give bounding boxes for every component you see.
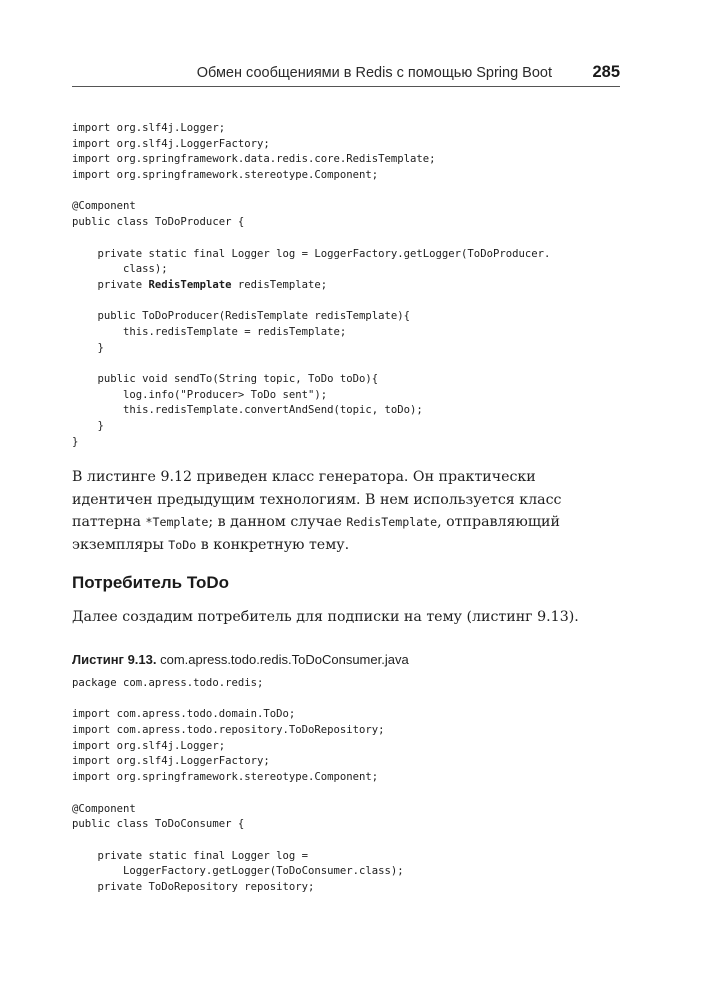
code-line <box>72 833 404 849</box>
code-line: } <box>72 420 104 433</box>
code-line <box>72 294 550 310</box>
code-line: } <box>72 341 104 354</box>
listing-caption <box>72 652 409 667</box>
text-fragment: ; в данном случае <box>208 514 347 531</box>
inline-code-todo: ToDo <box>168 537 197 552</box>
code-line: @Component <box>72 802 136 815</box>
code-listing-producer <box>72 121 550 450</box>
code-line: private static final Logger log = LoggerFactory.getLogger(ToDoProducer. <box>72 247 551 260</box>
code-line: class); <box>72 263 168 276</box>
body-paragraph-generator <box>72 466 620 556</box>
code-line <box>72 184 550 200</box>
code-line: this.redisTemplate = redisTemplate; <box>72 325 347 338</box>
running-header-title: Обмен сообщениями в Redis с помощью Spring Boot <box>196 65 552 81</box>
code-line: log.info("Producer> ToDo sent"); <box>72 388 328 401</box>
text-fragment: В листинге 9.12 приведен класс генератора. Он практически идентичен предыдущим технологиям. В нем используется класс паттерна <box>72 469 562 531</box>
code-line: public class ToDoConsumer { <box>72 818 245 831</box>
code-line <box>72 786 404 802</box>
body-paragraph-consumer-intro: Далее создадим потребитель для подписки на тему (листинг 9.13). <box>72 609 579 625</box>
code-line-redis-template-field <box>72 278 550 294</box>
listing-caption-filename: com.apress.todo.redis.ToDoConsumer.java <box>160 652 409 667</box>
code-line: package com.apress.todo.redis; <box>72 677 264 689</box>
inline-code-template: *Template <box>145 515 209 530</box>
section-heading: Потребитель ToDo <box>72 573 229 592</box>
code-fragment: redisTemplate; <box>231 278 328 291</box>
code-highlight-redistemplate: RedisTemplate <box>148 278 232 291</box>
code-line: public ToDoProducer(RedisTemplate redisTemplate){ <box>72 310 411 323</box>
code-line <box>72 692 404 708</box>
code-line: private ToDoRepository repository; <box>72 880 315 893</box>
code-line: import org.slf4j.Logger; <box>72 122 226 134</box>
listing-caption-label: Листинг 9.13. <box>72 652 157 667</box>
text-fragment: , отправляющий экземпляры <box>72 514 560 553</box>
code-fragment: private <box>72 278 149 291</box>
code-line: LoggerFactory.getLogger(ToDoConsumer.class); <box>72 865 404 878</box>
code-line: @Component <box>72 200 136 213</box>
code-line: } <box>72 435 79 448</box>
code-line: public void sendTo(String topic, ToDo toDo){ <box>72 373 379 385</box>
code-line: public class ToDoProducer { <box>72 216 245 229</box>
code-line: import org.springframework.data.redis.core.RedisTemplate; <box>72 153 436 166</box>
code-line: this.redisTemplate.convertAndSend(topic, toDo); <box>72 404 423 417</box>
code-line: import org.springframework.stereotype.Component; <box>72 771 379 784</box>
code-line: import com.apress.todo.repository.ToDoRepository; <box>72 724 385 737</box>
code-listing-consumer <box>72 676 404 896</box>
running-header <box>72 58 620 86</box>
code-line: private static final Logger log = <box>72 849 308 862</box>
page-number: 285 <box>592 63 620 81</box>
text-fragment: в конкретную тему. <box>196 536 350 553</box>
code-line: import org.slf4j.LoggerFactory; <box>72 755 270 768</box>
code-line: import org.slf4j.Logger; <box>72 739 226 752</box>
code-line <box>72 356 550 372</box>
code-line <box>72 231 550 247</box>
code-line: import org.slf4j.LoggerFactory; <box>72 137 270 150</box>
header-rule <box>72 86 620 87</box>
code-line: import com.apress.todo.domain.ToDo; <box>72 708 296 721</box>
inline-code-redistemplate: RedisTemplate <box>346 515 438 530</box>
code-line: import org.springframework.stereotype.Component; <box>72 169 379 182</box>
